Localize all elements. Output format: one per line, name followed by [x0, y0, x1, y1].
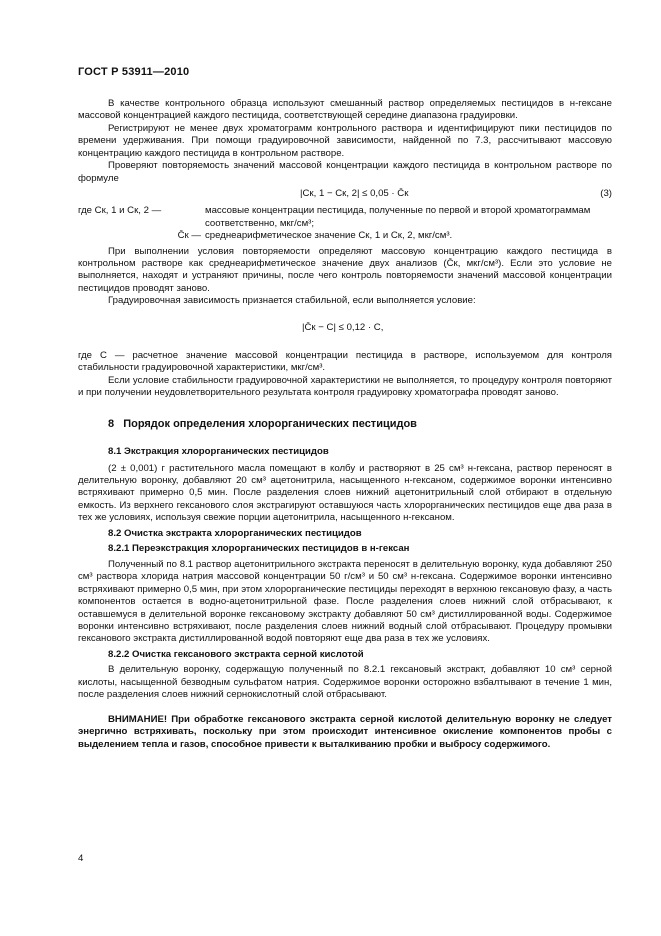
- document-header: ГОСТ Р 53911—2010: [78, 66, 190, 78]
- formula-3-expression: |Cк, 1 − Cк, 2| ≤ 0,05 · C̄к: [300, 188, 409, 200]
- section-8-1-text: (2 ± 0,001) г растительного масла помещают в колбу и растворяют в 25 см³ н-гексана, раствор переносят в делительную воронку, добавляют 20 см³ ацетонитрила, насыщенного н-гексаном, содержимое воронки интенсивно встряхивают примерно 0,5 мин. После разделения слоев нижний ацетонитрильный слой отбирают в отдельную емкость. Из верхнего гексанового слоя экстрагируют оставшуюся часть хлорорганических пестицидов еще два раза в тех же условиях, используя свежие порции ацетонитрила, насыщенного н-гексаном.: [78, 462, 612, 524]
- formula-3-number: (3): [600, 188, 612, 200]
- document-body: [78, 98, 612, 751]
- section-8-2-2-text: В делительную воронку, содержащую полученный по 8.2.1 гексановый экстракт, добавляют 10 см³ серной кислоты, насыщенной безводным сульфатом натрия. Содержимое воронки осторожно взбалтывают в течение 1 мин, после разделения слоев нижний сернокислотный слой отбрасывают.: [78, 664, 612, 701]
- formula-4-expression: |C̄к − C| ≤ 0,12 · C,: [302, 321, 384, 333]
- page-number: 4: [78, 853, 84, 864]
- paragraph-control-sample: В качестве контрольного образца используют смешанный раствор определяемых пестицидов в н-гексане массовой концентрацией каждого пестицида, соответствующей середине диапазона градуировки.: [78, 98, 612, 122]
- section-8-title: Порядок определения хлорорганических пестицидов: [123, 417, 417, 430]
- section-8-1-heading: 8.1 Экстракция хлорорганических пестицидов: [108, 446, 329, 458]
- legend-text-ck12: массовые концентрации пестицида, полученные по первой и второй хроматограммам соответственно, мкг/см³;: [205, 205, 591, 229]
- section-8-2-1-text: Полученный по 8.1 раствор ацетонитрильного экстракта переносят в делительную воронку, куда добавляют 250 см³ раствора хлорида натрия массовой концентрации 50 г/см³ и 50 см³ н-гексана. Содержимое воронки интенсивно встряхивают примерно 0,5 мин, при этом хлорорганические пестициды переходят в верхнюю гексановую фазу, а часть компонентов остается в водно-ацетонитрильной фазе. После разделения слоев нижний слой отбрасывают, к оставшемуся в делительной воронке гексановому экстракту добавляют 50 см³ дистиллированной воды. Содержимое воронки интенсивно встряхивают, после разделения слоев нижний водный слой отбрасывают. Процедуру промывки гексанового экстракта дистиллированной водой повторяют еще два раза в тех же условиях.: [78, 558, 612, 645]
- section-8-2-2-heading: 8.2.2 Очистка гексанового экстракта серной кислотой: [108, 648, 364, 660]
- paragraph-stability-fail: Если условие стабильности градуировочной характеристики не выполняется, то процедуру контроля повторяют и при получении неудовлетворительного результата контроля градуировку хроматографа проводят заново.: [78, 374, 612, 399]
- legend-text-ck-mean: среднеарифметическое значение Cк, 1 и Cк, 2, мкг/см³.: [205, 230, 453, 242]
- paragraph-repeatability: Проверяют повторяемость значений массовой концентрации каждого пестицида в контрольном растворе по формуле: [78, 160, 612, 184]
- section-8-2-1-heading: 8.2.1 Переэкстракция хлорорганических пестицидов в н-гексан: [108, 543, 410, 555]
- section-8-number: 8: [108, 417, 115, 430]
- paragraph-repeatability-result: При выполнении условия повторяемости определяют массовую концентрацию каждого пестицида в контрольном растворе как среднеарифметическое значение двух анализов (C̄к, мкг/см³). Если это условие не выполняется, находят и устраняют причины, после чего контроль повторяемости значений массовой концентрации пестицидов проводят заново.: [78, 245, 612, 294]
- formula-4-legend: где C — расчетное значение массовой концентрации пестицида в растворе, используемом для контроля стабильности градуировочной характеристики, мкг/см³.: [78, 349, 612, 374]
- formula-3: [78, 188, 612, 203]
- warning-note: ВНИМАНИЕ! При обработке гексанового экстракта серной кислотой делительную воронку не следует энергично встряхивать, поскольку при этом происходит интенсивное окисление компонентов пробы с выделением тепла и газов, способное привести к выталкиванию пробки и выбросу содержимого.: [78, 713, 612, 750]
- section-8-heading: [108, 418, 612, 430]
- legend-symbol-ck12: где Cк, 1 и Cк, 2 —: [78, 205, 162, 217]
- paragraph-stability: Градуировочная зависимость признается стабильной, если выполняется условие:: [108, 295, 476, 307]
- paragraph-chromatograms: Регистрируют не менее двух хроматограмм контрольного раствора и идентифицируют пики пестицидов по времени удерживания. При помощи градуировочной зависимости, найденной по 7.3, рассчитывают массовую концентрацию каждого пестицида в контрольном растворе.: [78, 122, 612, 159]
- formula-3-legend: [78, 205, 612, 242]
- formula-4: [78, 314, 612, 344]
- legend-symbol-ck-mean: C̄к —: [177, 230, 201, 242]
- section-8-2-heading: 8.2 Очистка экстракта хлорорганических пестицидов: [108, 527, 362, 539]
